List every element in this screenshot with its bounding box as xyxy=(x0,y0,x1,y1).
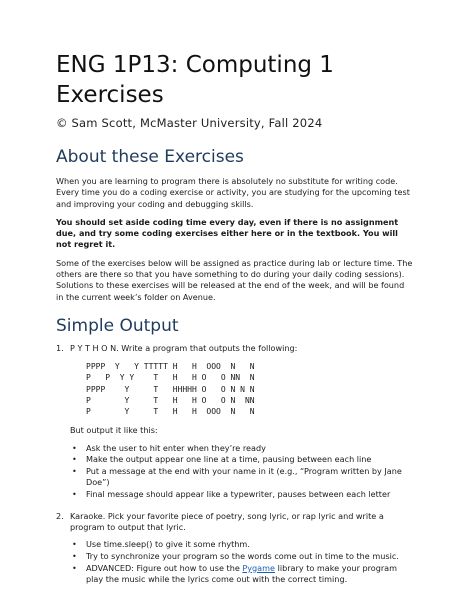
ascii-art-line: PPPP Y T HHHHH O O N N N xyxy=(86,384,255,394)
about-heading: About these Exercises xyxy=(56,147,244,167)
bullet-icon: • xyxy=(72,454,77,465)
list-item xyxy=(70,539,414,550)
exercise-list xyxy=(56,343,414,585)
list-item-text: Ask the user to hit enter when they’re ready xyxy=(86,442,266,453)
list-item xyxy=(70,443,414,454)
list-item-text: Use time.sleep() to give it some rhythm. xyxy=(86,539,250,550)
bullet-icon: • xyxy=(72,550,77,561)
bullet-icon: • xyxy=(72,489,77,500)
exercise-2 xyxy=(56,511,414,586)
ascii-art-line: P Y T H H OOO N N xyxy=(86,407,255,417)
bullet-icon: • xyxy=(72,562,77,573)
ascii-art-line: P Y T H H O O N NN xyxy=(86,395,255,405)
list-item xyxy=(70,551,414,562)
bullet-icon: • xyxy=(72,466,77,477)
simple-output-heading: Simple Output xyxy=(56,315,179,336)
exercise-number: 2. xyxy=(56,510,64,521)
exercise-1-text: P Y T H O N. Write a program that outputs the following: xyxy=(70,342,298,353)
ascii-art-line: P P Y Y T H H O O NN N xyxy=(86,373,255,383)
page-title: ENG 1P13: Computing 1 Exercises xyxy=(56,52,334,108)
list-item-text: ADVANCED: Figure out how to use the xyxy=(86,562,243,573)
list-item-text: Final message should appear like a typewriter, pauses between each letter xyxy=(86,489,391,500)
list-item xyxy=(70,563,414,586)
exercise-number: 1. xyxy=(56,342,64,353)
about-paragraph-2-bold: You should set aside coding time every day, even if there is no assignment due, and try some coding exercises either here or in the textbook. You will not regret it. xyxy=(56,216,399,250)
about-paragraph-3: Some of the exercises below will be assigned as practice during lab or lecture time. The others are there so that you have something to do during your daily coding sessions). Solutions to these exercises will be released at the end of the week, and will be found in the current week’s folder on Avenue. xyxy=(56,257,413,302)
list-item xyxy=(70,454,414,465)
list-item-text: Try to synchronize your program so the words come out in time to the music. xyxy=(86,550,399,561)
list-item xyxy=(70,466,414,489)
list-item-text: Make the output appear one line at a time, pausing between each line xyxy=(86,454,372,465)
pygame-link[interactable]: Pygame xyxy=(242,562,276,573)
bullet-icon: • xyxy=(72,539,77,550)
but-output-text: But output it like this: xyxy=(70,425,158,436)
copyright-subtitle: © Sam Scott, McMaster University, Fall 2024 xyxy=(56,116,323,130)
list-item-text: Put a message at the end with your name in it (e.g., “Program written by Jane Doe”) xyxy=(86,466,402,488)
ascii-art-python xyxy=(86,361,414,417)
about-paragraph-1: When you are learning to program there is absolutely no substitute for writing code. Every time you do a coding exercise or activity, you are studying for the upcoming test and improving your coding and debugging skills. xyxy=(56,176,410,209)
exercise-1 xyxy=(56,343,414,501)
ascii-art-line: PPPP Y Y TTTTT H H OOO N N xyxy=(86,362,255,372)
exercise-2-text: Karaoke. Pick your favorite piece of poetry, song lyric, or rap lyric and write a program to output that lyric. xyxy=(70,510,384,532)
bullet-icon: • xyxy=(72,442,77,453)
list-item xyxy=(70,489,414,500)
list-item-text-continued: library to make your program play the music while the lyrics come out with the correct timing. xyxy=(86,562,398,585)
exercise-2-bullets xyxy=(70,539,414,585)
exercise-1-bullets xyxy=(70,443,414,501)
